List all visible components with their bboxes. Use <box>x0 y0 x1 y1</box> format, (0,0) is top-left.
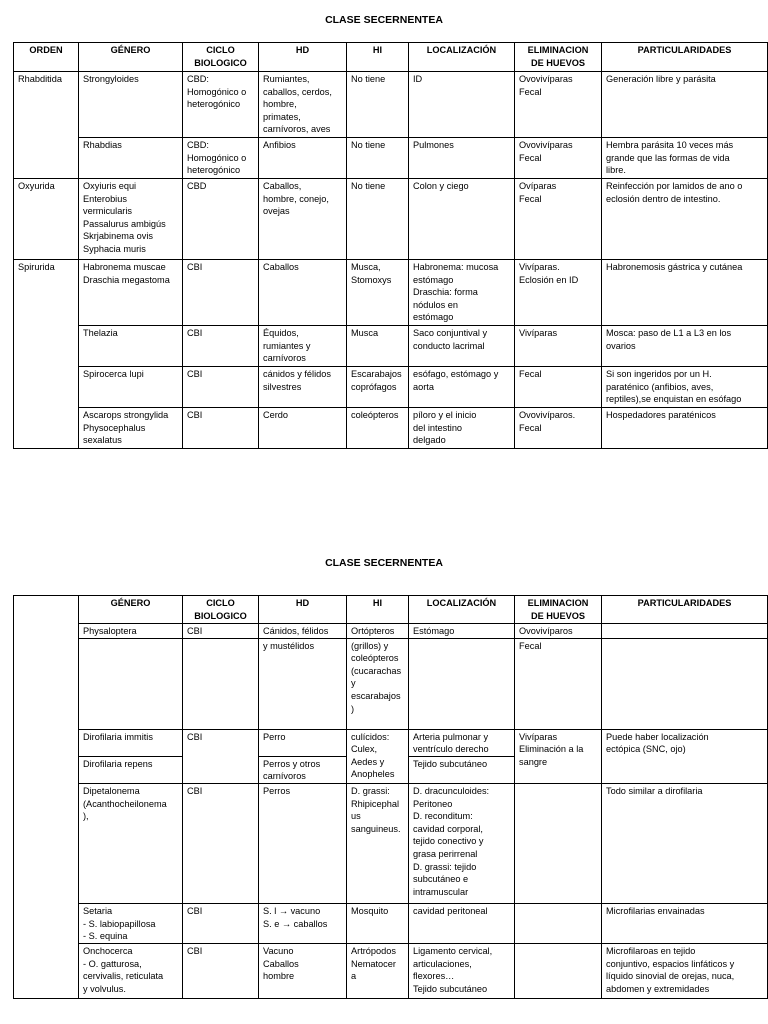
cell-hi: No tiene <box>347 138 409 179</box>
cell-eliminacion: Ovovivíparas Fecal <box>515 138 602 179</box>
cell-ciclo: CBI <box>183 903 259 943</box>
table-header-row <box>14 43 768 72</box>
cell-ciclo: CBD: Homogónico o heterogónico <box>183 72 259 138</box>
header-localizacion: LOCALIZACIÓN <box>409 596 515 624</box>
table-header-row <box>14 596 768 624</box>
cell-particularidades: Todo similar a dirofilaria <box>602 783 768 903</box>
header-genero: GÉNERO <box>79 43 183 72</box>
cell-ciclo <box>183 638 259 729</box>
header-ciclo: CICLO BIOLOGICO <box>183 43 259 72</box>
cell-hd: y mustélidos <box>259 638 347 729</box>
cell-orden: Spirurida <box>14 260 79 449</box>
cell-ciclo: CBI <box>183 943 259 998</box>
header-orden: ORDEN <box>14 43 79 72</box>
cell-ciclo: CBI <box>183 260 259 326</box>
cell-ciclo: CBI <box>183 624 259 639</box>
cell-hd: Cerdo <box>259 408 347 449</box>
cell-eliminacion <box>515 903 602 943</box>
table-row <box>14 729 768 756</box>
cell-hi: Escarabajos coprófagos <box>347 367 409 408</box>
cell-hi: (grillos) y coleópteros (cucarachas y escarabajos ) <box>347 638 409 729</box>
cell-genero: Setaria - S. labiopapillosa - S. equina <box>79 903 183 943</box>
table-row <box>14 624 768 639</box>
cell-localizacion: Arteria pulmonar y ventrículo derecho <box>409 729 515 756</box>
cell-genero: Habronema muscae Draschia megastoma <box>79 260 183 326</box>
cell-hi: culícidos: Culex, Aedes y Anopheles <box>347 729 409 783</box>
cell-localizacion: esófago, estómago y aorta <box>409 367 515 408</box>
cell-ciclo: CBD: Homogónico o heterogónico <box>183 138 259 179</box>
cell-hi: Musca <box>347 326 409 367</box>
cell-localizacion: Habronema: mucosa estómago Draschia: forma nódulos en estómago <box>409 260 515 326</box>
table-row <box>14 326 768 367</box>
parasite-table-1 <box>13 42 768 449</box>
cell-hi: Mosquito <box>347 903 409 943</box>
cell-localizacion: Tejido subcutáneo <box>409 756 515 783</box>
cell-hi: D. grassi: Rhipicephal us sanguineus. <box>347 783 409 903</box>
cell-localizacion: píloro y el inicio del intestino delgado <box>409 408 515 449</box>
cell-particularidades: Si son ingeridos por un H. paraténico (anfibios, aves, reptiles),se enquistan en esófago <box>602 367 768 408</box>
cell-eliminacion: Ovovivíparos <box>515 624 602 639</box>
cell-eliminacion: Ovovivíparos. Fecal <box>515 408 602 449</box>
cell-hd: S. l → vacuno S. e → caballos <box>259 903 347 943</box>
header-orden-empty <box>14 596 79 999</box>
cell-hd: Caballos <box>259 260 347 326</box>
cell-genero: Onchocerca - O. gatturosa, cervivalis, reticulata y volvulus. <box>79 943 183 998</box>
cell-particularidades: Generación libre y parásita <box>602 72 768 138</box>
cell-localizacion: Estómago <box>409 624 515 639</box>
cell-hd: Rumiantes, caballos, cerdos, hombre, primates, carnívoros, aves <box>259 72 347 138</box>
parasite-table-2 <box>13 595 768 999</box>
cell-particularidades: Hospedadores paraténicos <box>602 408 768 449</box>
cell-genero: Ascarops strongylida Physocephalus sexalatus <box>79 408 183 449</box>
table-row <box>14 72 768 138</box>
cell-genero: Strongyloides <box>79 72 183 138</box>
cell-genero: Rhabdias <box>79 138 183 179</box>
cell-eliminacion: Vivíparas <box>515 326 602 367</box>
cell-hi: coleópteros <box>347 408 409 449</box>
cell-hi: Musca, Stomoxys <box>347 260 409 326</box>
cell-ciclo: CBI <box>183 326 259 367</box>
table-row <box>14 408 768 449</box>
cell-particularidades <box>602 638 768 729</box>
cell-eliminacion: Ovovivíparas Fecal <box>515 72 602 138</box>
cell-eliminacion <box>515 943 602 998</box>
header-ciclo: CICLO BIOLOGICO <box>183 596 259 624</box>
cell-particularidades: Mosca: paso de L1 a L3 en los ovarios <box>602 326 768 367</box>
cell-hd: cánidos y félidos silvestres <box>259 367 347 408</box>
cell-localizacion: ID <box>409 72 515 138</box>
cell-localizacion: Pulmones <box>409 138 515 179</box>
cell-eliminacion: Fecal <box>515 638 602 729</box>
cell-genero: Dipetalonema (Acanthocheilonema ), <box>79 783 183 903</box>
table-row <box>14 943 768 998</box>
table-row <box>14 260 768 326</box>
cell-localizacion: D. dracunculoides: Peritoneo D. reconditum: cavidad corporal, tejido conectivo y grasa perirrenal D. grassi: tejido subcutáneo e intramuscular <box>409 783 515 903</box>
table-row <box>14 903 768 943</box>
cell-hd: Équidos, rumiantes y carnívoros <box>259 326 347 367</box>
cell-localizacion <box>409 638 515 729</box>
cell-hd: Caballos, hombre, conejo, ovejas <box>259 179 347 260</box>
header-particularidades: PARTICULARIDADES <box>602 43 768 72</box>
cell-hi: No tiene <box>347 179 409 260</box>
cell-ciclo: CBD <box>183 179 259 260</box>
cell-particularidades: Microfilarias envainadas <box>602 903 768 943</box>
cell-hd: Cánidos, félidos <box>259 624 347 639</box>
header-hi: HI <box>347 596 409 624</box>
cell-genero <box>79 638 183 729</box>
cell-localizacion: Saco conjuntival y conducto lacrimal <box>409 326 515 367</box>
header-hd: HD <box>259 596 347 624</box>
cell-localizacion: Colon y ciego <box>409 179 515 260</box>
header-hd: HD <box>259 43 347 72</box>
cell-particularidades: Habronemosis gástrica y cutánea <box>602 260 768 326</box>
cell-hd: Perro <box>259 729 347 756</box>
header-localizacion: LOCALIZACIÓN <box>409 43 515 72</box>
cell-hd: Anfibios <box>259 138 347 179</box>
cell-orden: Rhabditida <box>14 72 79 179</box>
header-eliminacion: ELIMINACION DE HUEVOS <box>515 43 602 72</box>
cell-eliminacion: Vivíparas Eliminación a la sangre <box>515 729 602 783</box>
cell-genero: Physaloptera <box>79 624 183 639</box>
cell-genero: Dirofilaria repens <box>79 756 183 783</box>
cell-hd: Perros y otros carnívoros <box>259 756 347 783</box>
cell-eliminacion: Fecal <box>515 367 602 408</box>
cell-genero: Dirofilaria immitis <box>79 729 183 756</box>
cell-eliminacion: Vivíparas. Eclosión en ID <box>515 260 602 326</box>
cell-genero: Spirocerca lupi <box>79 367 183 408</box>
header-eliminacion: ELIMINACION DE HUEVOS <box>515 596 602 624</box>
cell-particularidades: Puede haber localización ectópica (SNC, ojo) <box>602 729 768 783</box>
cell-eliminacion <box>515 783 602 903</box>
cell-ciclo: CBI <box>183 367 259 408</box>
table-row <box>14 638 768 729</box>
cell-hd: Perros <box>259 783 347 903</box>
cell-orden: Oxyurida <box>14 179 79 260</box>
table-row <box>14 138 768 179</box>
cell-particularidades: Hembra parásita 10 veces más grande que las formas de vida libre. <box>602 138 768 179</box>
cell-hi: Ortópteros <box>347 624 409 639</box>
cell-hi: Artrópodos Nematocer a <box>347 943 409 998</box>
cell-localizacion: cavidad peritoneal <box>409 903 515 943</box>
table-row <box>14 783 768 903</box>
cell-localizacion: Ligamento cervical, articulaciones, flexores… Tejido subcutáneo <box>409 943 515 998</box>
cell-particularidades <box>602 624 768 639</box>
cell-ciclo: CBI <box>183 408 259 449</box>
page2-title: CLASE SECERNENTEA <box>325 557 443 569</box>
header-hi: HI <box>347 43 409 72</box>
cell-particularidades: Reinfección por lamidos de ano o eclosión dentro de intestino. <box>602 179 768 260</box>
cell-genero: Thelazia <box>79 326 183 367</box>
cell-particularidades: Microfilaroas en tejido conjuntivo, espacios linfáticos y líquido sinovial de orejas, nuca, abdomen y extremidades <box>602 943 768 998</box>
table-row <box>14 179 768 260</box>
table-row <box>14 367 768 408</box>
header-particularidades: PARTICULARIDADES <box>602 596 768 624</box>
cell-hd: Vacuno Caballos hombre <box>259 943 347 998</box>
header-genero: GÉNERO <box>79 596 183 624</box>
cell-eliminacion: Ovíparas Fecal <box>515 179 602 260</box>
cell-hi: No tiene <box>347 72 409 138</box>
cell-ciclo: CBI <box>183 729 259 783</box>
page1-title: CLASE SECERNENTEA <box>325 14 443 26</box>
cell-genero: Oxyiuris equi Enterobius vermicularis Passalurus ambigús Skrjabinema ovis Syphacia muris <box>79 179 183 260</box>
cell-ciclo: CBI <box>183 783 259 903</box>
